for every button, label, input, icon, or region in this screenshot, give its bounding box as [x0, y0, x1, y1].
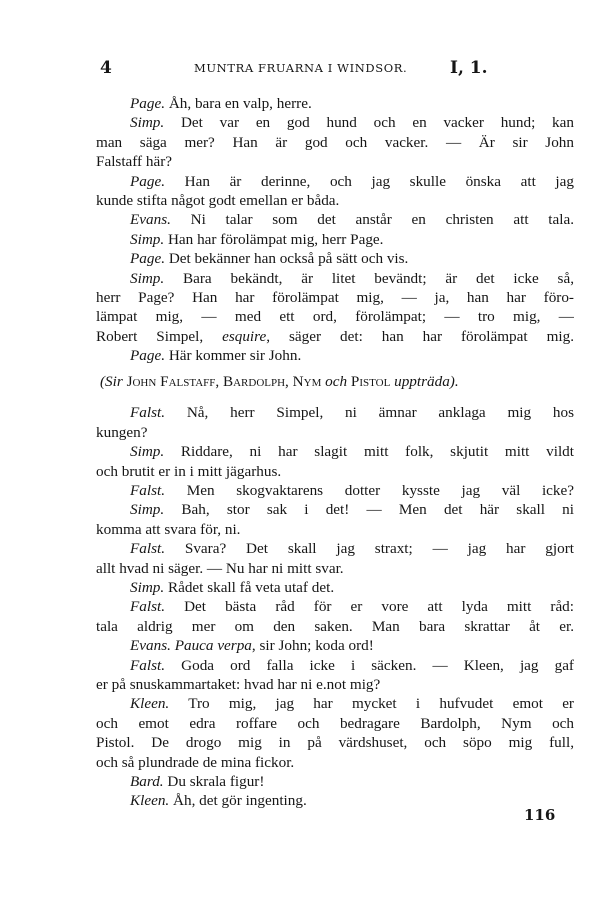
speech-line	[96, 230, 574, 249]
text-line: tala aldrig mer om den saken. Man bara skrattar åt er.	[96, 617, 574, 635]
speaker: Kleen.	[130, 792, 170, 810]
speaker: Simp.	[130, 501, 165, 519]
speaker: Page.	[130, 172, 166, 190]
line-text: Ni talar som det anstår en christen att tala.	[170, 211, 574, 229]
character-name: John	[126, 373, 157, 391]
line-text: Riddare, ni har slagit mitt folk, skjutit mitt vildt	[164, 443, 574, 461]
speaker: Page.	[130, 347, 166, 365]
speaker: Evans.	[130, 637, 171, 655]
speaker: Falst.	[130, 404, 166, 422]
speaker: Page.	[130, 95, 166, 112]
speech-line	[96, 656, 574, 675]
line-text: Det var en god hund och en vacker hund; kan	[164, 114, 574, 132]
line-text: , sir John; koda ord!	[251, 637, 374, 655]
italic-phrase: Pauca verpa	[174, 637, 252, 655]
text-line: komma att svara för, ni.	[96, 520, 241, 538]
line-text: Det bästa råd för er vore att lyda mitt råd:	[165, 598, 574, 616]
speaker: Page.	[130, 250, 166, 268]
text-line: allt hvad ni säger. — Nu har ni mitt svar.	[96, 559, 344, 577]
speaker: Bard.	[130, 772, 164, 790]
play-text	[96, 94, 574, 811]
speaker: Falst.	[130, 482, 166, 500]
speaker: Kleen.	[130, 695, 170, 713]
speech-line	[96, 210, 574, 229]
line-text: Åh, bara en valp, herre.	[165, 95, 312, 112]
speaker: Falst.	[130, 540, 166, 558]
text-line: kunde stifta något godt emellan er båda.	[96, 191, 340, 209]
running-header	[100, 58, 580, 78]
speech-line	[96, 694, 574, 713]
speaker: Simp.	[130, 230, 165, 248]
line-text: Men skogvaktarens dotter kysste jag väl icke?	[165, 482, 574, 500]
text-line: Pistol. De drogo mig in på värdshuset, och söpo mig full,	[96, 734, 574, 752]
speaker: Simp.	[130, 443, 165, 461]
stage-direction-text: och	[321, 373, 351, 391]
line-text: Här kommer sir John.	[165, 347, 302, 365]
text-line: och emot edra roffare och bedragare Bardolph, Nym och	[96, 714, 574, 732]
speech-line	[96, 403, 574, 422]
speech-line	[96, 249, 574, 268]
speech-line	[96, 481, 574, 500]
running-title: MUNTRA FRUARNA I WINDSOR.	[194, 61, 408, 75]
line-text: , säger det: han har förolämpat mig.	[266, 327, 574, 345]
page-number: 4	[100, 58, 112, 78]
speech-line	[96, 269, 574, 288]
speaker: Simp.	[130, 578, 165, 596]
speech-line	[96, 578, 574, 597]
italic-word: esquire	[222, 327, 267, 345]
line-text: Åh, det gör ingenting.	[169, 792, 307, 810]
speech-line	[96, 172, 574, 191]
speech-line	[96, 94, 574, 113]
speech-line	[96, 442, 574, 461]
line-text: Goda ord falla icke i säcken. — Kleen, jag gaf	[165, 656, 574, 674]
line-text: Det bekänner han också på sätt och vis.	[165, 250, 409, 268]
signature-mark: 116	[524, 806, 556, 824]
text-line: man säga mer? Han är god och vacker. — Är sir John	[96, 133, 574, 151]
character-name: Bardolph,	[222, 373, 293, 391]
stage-direction-text: (Sir	[100, 373, 127, 391]
speaker: Simp.	[130, 114, 165, 132]
line-text: Robert Simpel,	[96, 327, 223, 345]
speech-line	[96, 500, 574, 519]
line-text: Bah, stor sak i det! — Men det här skall ni	[164, 501, 574, 519]
speech-line	[96, 791, 574, 810]
speech-line	[96, 772, 574, 791]
line-text: Han är derinne, och jag skulle önska att jag	[165, 172, 574, 190]
line-text: Han har förolämpat mig, herr Page.	[164, 230, 384, 248]
act-scene: I, 1.	[450, 58, 488, 78]
speaker: Falst.	[130, 656, 166, 674]
speaker: Simp.	[130, 269, 165, 287]
stage-direction-text: uppträda).	[390, 373, 459, 391]
speech-line	[96, 539, 574, 558]
text-line: och så plundrade de mina fickor.	[96, 753, 295, 771]
speech-line	[96, 636, 574, 655]
stage-direction	[96, 367, 574, 397]
text-line: Falstaff här?	[96, 153, 173, 171]
speech-line	[96, 113, 574, 132]
line-text: Svara? Det skall jag straxt; — jag har gjort	[165, 540, 574, 558]
line-text: Bara bekändt, är litet bevändt; är det icke så,	[164, 269, 574, 287]
speech-line	[96, 597, 574, 616]
character-name: Pistol	[350, 373, 391, 391]
text-line: kungen?	[96, 423, 148, 441]
speaker: Falst.	[130, 598, 166, 616]
text-line: lämpat mig, — med ett ord, förolämpat; — tro mig, —	[96, 308, 574, 326]
character-name: Nym	[292, 373, 322, 391]
speech-line	[96, 346, 574, 365]
line-text: Tro mig, jag har mycket i hufvudet emot er	[169, 695, 574, 713]
line-text: Du skrala figur!	[163, 772, 265, 790]
speaker: Evans.	[130, 211, 171, 229]
text-line: er på snuskammartaket: hvad har ni e.not mig?	[96, 675, 381, 693]
text-line	[96, 327, 574, 346]
text-line: herr Page? Han har förolämpat mig, — ja, han har föro-	[96, 288, 574, 306]
line-text: Rådet skall få veta utaf det.	[164, 578, 335, 596]
line-text: Nå, herr Simpel, ni ämnar anklaga mig hos	[165, 404, 574, 422]
character-name: Falstaff,	[156, 373, 223, 391]
text-line: och brutit er in i mitt jägarhus.	[96, 462, 282, 480]
